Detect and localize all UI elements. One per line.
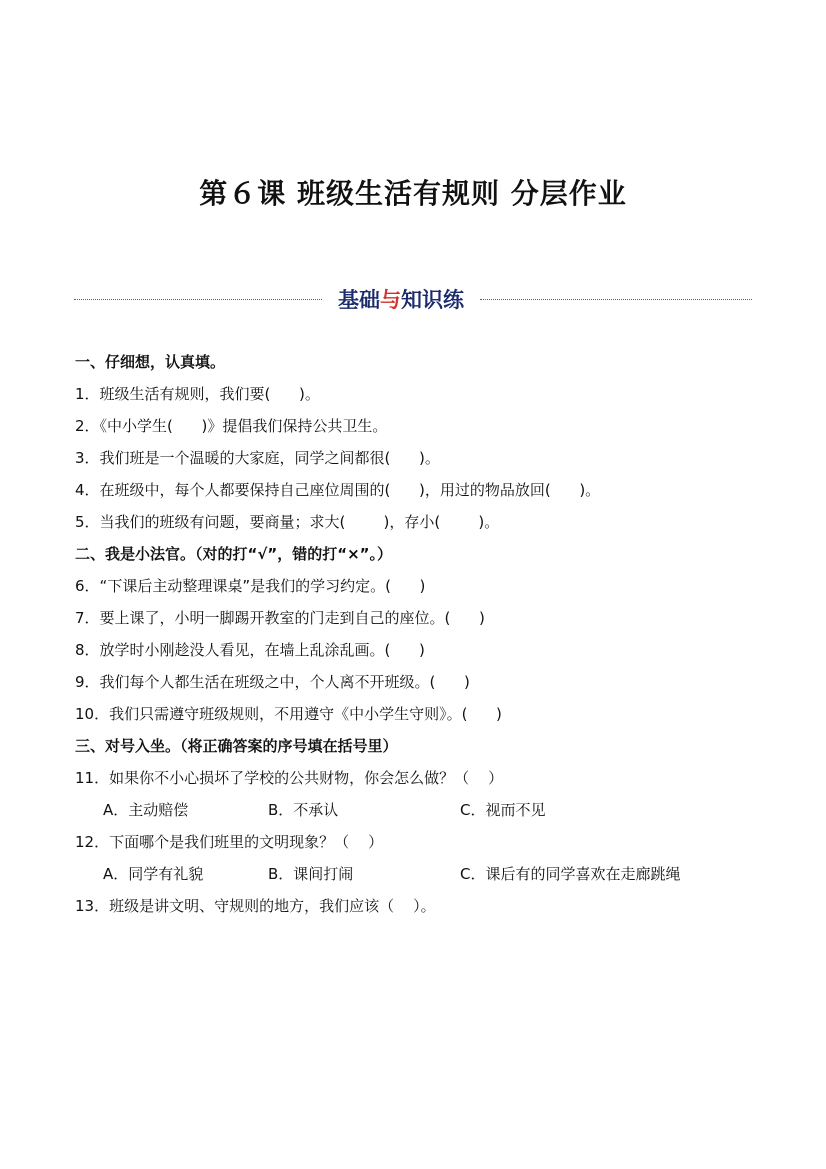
option-a: A．主动赔偿 [103,801,189,819]
question: 8．放学时小刚趁没人看见，在墙上乱涂乱画。( ) [75,641,425,659]
banner-text [324,284,478,314]
option-a: A．同学有礼貌 [103,865,204,883]
section-banner [74,284,752,316]
option-c: C．视而不见 [460,801,546,819]
dotted-divider [74,299,322,300]
banner-left: 基础 [338,288,380,312]
option-c: C．课后有的同学喜欢在走廊跳绳 [460,865,681,883]
section-heading: 二、我是小法官。（对的打“√”，错的打“×”。） [75,545,393,563]
question: 10．我们只需遵守班级规则，不用遵守《中小学生守则》。( ) [75,705,502,723]
question: 3．我们班是一个温暖的大家庭，同学之间都很( )。 [75,449,440,467]
question: 11．如果你不小心损坏了学校的公共财物，你会怎么做？（ ） [75,769,504,787]
question: 7．要上课了，小明一脚踢开教室的门走到自己的座位。( ) [75,609,485,627]
question: 13．班级是讲文明、守规则的地方，我们应该（ ）。 [75,897,436,915]
question: 4．在班级中，每个人都要保持自己座位周围的( )，用过的物品放回( )。 [75,481,601,499]
section-heading: 一、仔细想，认真填。 [75,353,226,371]
dotted-divider [480,299,752,300]
question: 6．“下课后主动整理课桌”是我们的学习约定。( ) [75,577,426,595]
question: 2．《中小学生( )》提倡我们保持公共卫生。 [75,417,388,435]
option-b: B．课间打闹 [268,865,354,883]
banner-right: 知识练 [401,288,464,312]
option-b: B．不承认 [268,801,339,819]
question: 12．下面哪个是我们班里的文明现象？（ ） [75,833,384,851]
banner-mid: 与 [380,288,401,312]
question: 9．我们每个人都生活在班级之中，个人离不开班级。( ) [75,673,470,691]
page-title: 第６课 班级生活有规则 分层作业 [199,177,627,210]
section-heading: 三、对号入坐。（将正确答案的序号填在括号里） [75,737,398,755]
question: 1．班级生活有规则，我们要( )。 [75,385,320,403]
question: 5．当我们的班级有问题，要商量；求大( )，存小( )。 [75,513,500,531]
